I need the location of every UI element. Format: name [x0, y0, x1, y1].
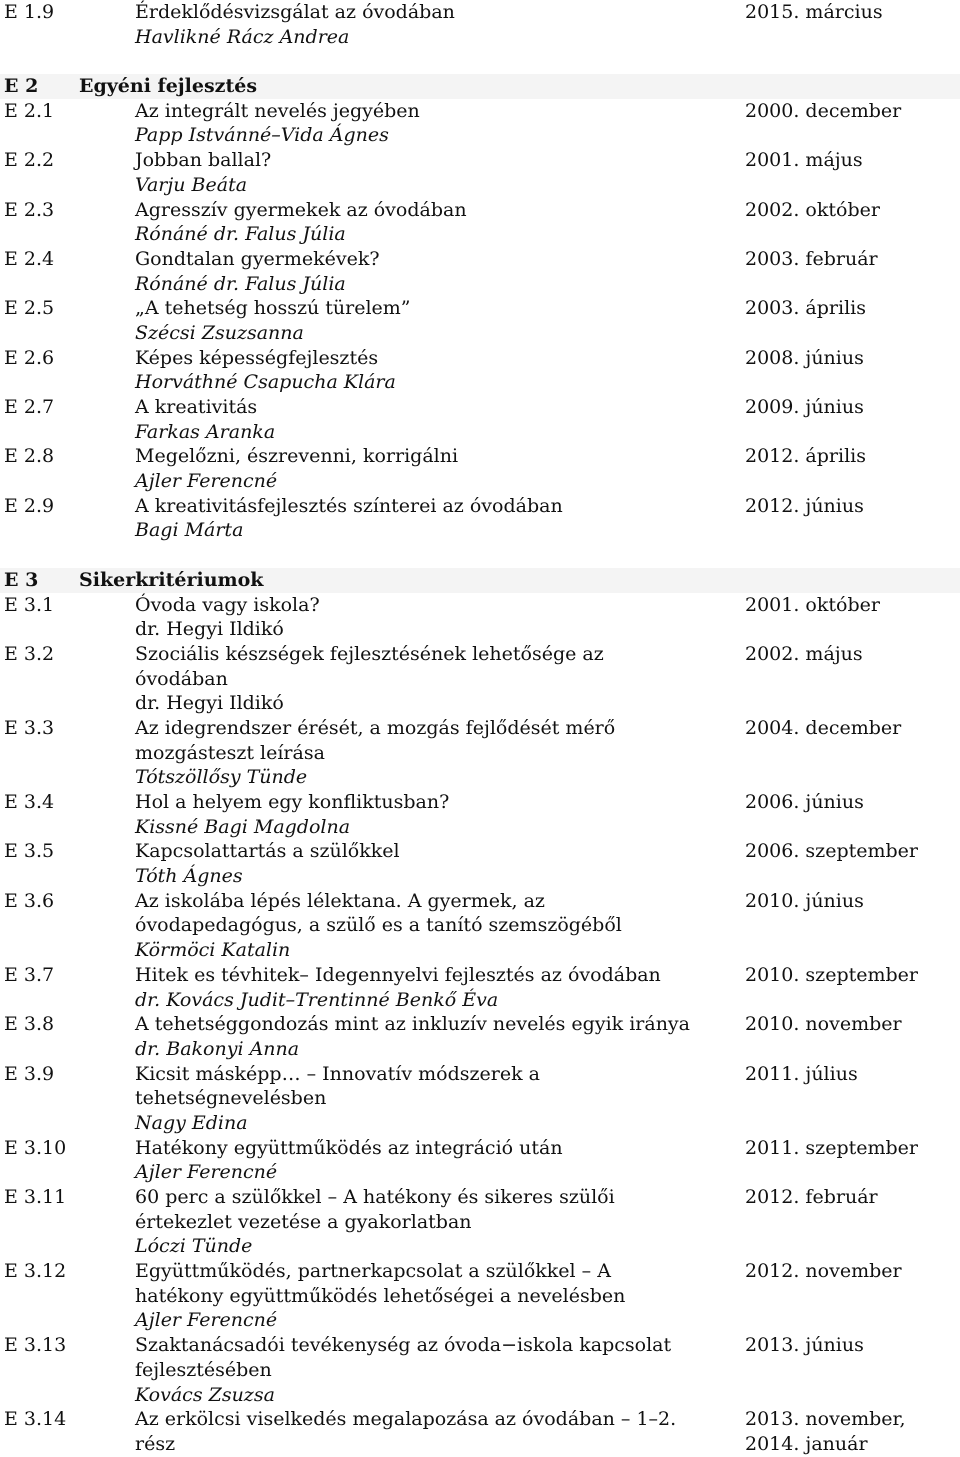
entry-line — [0, 988, 960, 1013]
entry-author: Bagi Márta — [135, 519, 244, 542]
entry-code: E 2.5 — [4, 297, 55, 320]
entry-date: 2006. június — [745, 791, 864, 813]
section-heading — [0, 74, 960, 99]
entry-line — [0, 642, 960, 667]
entry-author: Körmöci Katalin — [135, 939, 291, 962]
entry-title: Szaktanácsadói tevékenység az óvoda−iskola kapcsolat — [135, 1334, 672, 1357]
entry-title: értekezlet vezetése a gyakorlatban — [135, 1210, 472, 1233]
entry-date: 2002. október — [745, 198, 880, 221]
entry-date: 2011. július — [745, 1062, 858, 1085]
entry-line — [0, 444, 960, 469]
entry-code: E 2.2 — [4, 149, 55, 172]
list-item — [0, 593, 960, 642]
entry-title: Hol a helyem egy konfliktusban? — [135, 791, 450, 813]
section-code: E 2 — [4, 75, 39, 98]
list-item — [0, 1407, 960, 1456]
entry-code: E 3.7 — [4, 963, 55, 986]
entry-line — [0, 1086, 960, 1111]
entry-line — [0, 1185, 960, 1210]
entry-line — [0, 864, 960, 889]
entry-date: 2010. szeptember — [745, 963, 918, 986]
entry-line — [0, 617, 960, 642]
entry-date: 2014. január — [745, 1432, 868, 1455]
spacer — [0, 543, 960, 568]
entry-title: Az idegrendszer érését, a mozgás fejlődését mérő — [135, 716, 616, 739]
entry-author: Ajler Ferencné — [135, 470, 278, 493]
list-item — [0, 642, 960, 716]
entry-title: Képes képességfejlesztés — [135, 346, 379, 369]
entry-line — [0, 790, 960, 815]
list-item — [0, 296, 960, 345]
entry-date: 2006. szeptember — [745, 840, 918, 863]
entry-line — [0, 346, 960, 371]
entry-title: óvodapedagógus, a szülő es a tanító szemszögéből — [135, 914, 622, 937]
entry-code: E 3.13 — [4, 1334, 67, 1357]
list-item — [0, 247, 960, 296]
entry-title: mozgásteszt leírása — [135, 741, 325, 764]
entry-code: E 3.11 — [4, 1186, 67, 1208]
list-item — [0, 1012, 960, 1061]
entry-code: E 3.1 — [4, 593, 55, 616]
entry-line — [0, 1432, 960, 1457]
list-item — [0, 716, 960, 790]
entry-author: Tóth Ágnes — [135, 865, 243, 888]
entry-code: E 2.7 — [4, 396, 55, 418]
entry-date: 2009. június — [745, 396, 864, 418]
entry-date: 2010. június — [745, 889, 864, 912]
entry-date: 2012. április — [745, 445, 866, 468]
entry-title: Gondtalan gyermekévek? — [135, 247, 380, 270]
section-heading — [0, 568, 960, 593]
list-item — [0, 444, 960, 493]
entry-code: E 3.10 — [4, 1136, 67, 1159]
entry-line — [0, 99, 960, 124]
entry-author: dr. Hegyi Ildikó — [135, 692, 284, 715]
list-item — [0, 790, 960, 839]
entry-line — [0, 395, 960, 420]
entry-line — [0, 593, 960, 618]
entry-code: E 2.6 — [4, 346, 55, 369]
entry-title: fejlesztésében — [135, 1358, 272, 1381]
entry-author: Havlikné Rácz Andrea — [135, 25, 350, 48]
entry-line — [0, 198, 960, 223]
entry-title: tehetségnevelésben — [135, 1087, 327, 1110]
entry-code: E 3.2 — [4, 642, 55, 665]
entry-line — [0, 667, 960, 692]
entry-title: Kicsit másképp… – Innovatív módszerek a — [135, 1062, 540, 1085]
entry-code: E 2.3 — [4, 198, 55, 221]
entry-code: E 3.14 — [4, 1408, 67, 1431]
entry-title: A tehetséggondozás mint az inkluzív nevelés egyik iránya — [135, 1013, 690, 1036]
list-item — [0, 1136, 960, 1185]
list-item — [0, 889, 960, 963]
entry-line — [0, 963, 960, 988]
entry-author: Varju Beáta — [135, 173, 248, 196]
entry-line — [0, 494, 960, 519]
entry-title: Agresszív gyermekek az óvodában — [135, 198, 467, 221]
entry-line — [0, 765, 960, 790]
entry-author: Farkas Aranka — [135, 420, 276, 443]
entry-line — [0, 1358, 960, 1383]
entry-title: hatékony együttműködés lehetőségei a nevelésben — [135, 1284, 626, 1307]
entry-code: E 2.9 — [4, 494, 55, 517]
entry-date: 2003. április — [745, 297, 866, 320]
entry-date: 2012. június — [745, 494, 864, 517]
entry-line — [0, 296, 960, 321]
entry-line — [0, 123, 960, 148]
entry-line — [0, 1160, 960, 1185]
entry-author: Nagy Edina — [135, 1111, 248, 1134]
entry-line — [0, 247, 960, 272]
entry-line — [0, 889, 960, 914]
entry-line — [0, 469, 960, 494]
list-item — [0, 198, 960, 247]
entry-title: Az iskolába lépés lélektana. A gyermek, az — [135, 889, 545, 912]
entry-title: Hatékony együttműködés az integráció után — [135, 1136, 563, 1159]
entry-code: E 3.9 — [4, 1062, 55, 1085]
entry-author: Ajler Ferencné — [135, 1309, 278, 1332]
section-title: Sikerkritériumok — [79, 568, 264, 591]
list-item — [0, 395, 960, 444]
entry-author: dr. Hegyi Ildikó — [135, 618, 284, 641]
entry-line — [0, 1012, 960, 1037]
list-item — [0, 1259, 960, 1333]
entry-author: Lóczi Tünde — [135, 1235, 253, 1258]
entry-line — [0, 1407, 960, 1432]
entry-title: Megelőzni, észrevenni, korrigálni — [135, 445, 459, 468]
entry-line — [0, 913, 960, 938]
list-item — [0, 1062, 960, 1136]
entry-line — [0, 148, 960, 173]
entry-line — [0, 420, 960, 445]
list-item — [0, 494, 960, 543]
entry-code: E 1.9 — [4, 1, 55, 23]
entry-line — [0, 1210, 960, 1235]
entry-date: 2013. november, — [745, 1408, 906, 1431]
list-item — [0, 99, 960, 148]
entry-title: Az erkölcsi viselkedés megalapozása az óvodában – 1–2. — [135, 1408, 677, 1431]
entry-line — [0, 518, 960, 543]
entry-title: A kreativitásfejlesztés színterei az óvodában — [135, 494, 563, 517]
entry-line — [0, 173, 960, 198]
entry-line — [0, 1037, 960, 1062]
entry-title: A kreativitás — [135, 396, 258, 418]
entry-line — [0, 1333, 960, 1358]
entry-date: 2001. május — [745, 149, 863, 172]
spacer — [0, 49, 960, 74]
entry-code: E 3.3 — [4, 716, 55, 739]
entry-author: dr. Kovács Judit–Trentinné Benkő Éva — [135, 988, 499, 1011]
entry-title: Érdeklődésvizsgálat az óvodában — [135, 1, 455, 23]
entry-date: 2011. szeptember — [745, 1136, 918, 1159]
entry-code: E 3.12 — [4, 1260, 67, 1283]
entry-author: Horváthné Csapucha Klára — [135, 371, 396, 394]
entry-date: 2010. november — [745, 1013, 902, 1036]
entry-line — [0, 1308, 960, 1333]
list-item — [0, 0, 960, 49]
entry-title: „A tehetség hosszú türelem” — [135, 297, 411, 320]
entry-date: 2000. december — [745, 99, 902, 122]
entry-date: 2001. október — [745, 593, 880, 616]
entry-line — [0, 1234, 960, 1259]
entry-title: rész — [135, 1432, 176, 1455]
entry-line — [0, 1284, 960, 1309]
entry-code: E 2.4 — [4, 247, 55, 270]
entry-author: Szécsi Zsuzsanna — [135, 321, 304, 344]
entry-author: Kovács Zsuzsa — [135, 1383, 275, 1406]
list-item — [0, 963, 960, 1012]
entry-date: 2013. június — [745, 1334, 864, 1357]
entry-title: Együttműködés, partnerkapcsolat a szülőkkel – A — [135, 1260, 611, 1283]
entry-title: Szociális készségek fejlesztésének lehetősége az — [135, 642, 604, 665]
entry-author: Tótszöllősy Tünde — [135, 766, 308, 789]
entry-date: 2002. május — [745, 642, 863, 665]
entry-date: 2008. június — [745, 346, 864, 369]
entry-code: E 3.4 — [4, 791, 55, 813]
entry-line — [0, 1259, 960, 1284]
entry-title: óvodában — [135, 667, 228, 690]
entry-line — [0, 1111, 960, 1136]
entry-code: E 2.1 — [4, 99, 55, 122]
entry-code: E 3.5 — [4, 840, 55, 863]
list-item — [0, 1185, 960, 1259]
entry-line — [0, 815, 960, 840]
entry-line — [0, 1136, 960, 1161]
entry-line — [0, 1062, 960, 1087]
entry-author: Papp Istvánné–Vida Ágnes — [135, 124, 389, 147]
entry-line — [0, 839, 960, 864]
entry-author: Rónáné dr. Falus Júlia — [135, 223, 346, 246]
entry-title: Kapcsolattartás a szülőkkel — [135, 840, 400, 863]
entry-date: 2004. december — [745, 716, 902, 739]
entry-title: Az integrált nevelés jegyében — [135, 99, 420, 122]
entry-title: 60 perc a szülőkkel – A hatékony és sikeres szülői — [135, 1186, 615, 1208]
entry-date: 2003. február — [745, 247, 878, 270]
entry-author: dr. Bakonyi Anna — [135, 1037, 300, 1060]
section-code: E 3 — [4, 568, 39, 591]
entry-title: Óvoda vagy iskola? — [135, 593, 320, 616]
entry-line — [0, 938, 960, 963]
entry-line — [0, 370, 960, 395]
entry-line — [0, 222, 960, 247]
entry-code: E 3.6 — [4, 889, 55, 912]
entry-author: Kissné Bagi Magdolna — [135, 815, 351, 838]
entry-line — [0, 321, 960, 346]
list-item — [0, 1333, 960, 1407]
entry-line — [0, 1383, 960, 1408]
entry-code: E 2.8 — [4, 445, 55, 468]
entry-line — [0, 25, 960, 50]
entry-date: 2012. november — [745, 1260, 902, 1283]
list-item — [0, 839, 960, 888]
entry-line — [0, 691, 960, 716]
entry-line — [0, 716, 960, 741]
list-item — [0, 346, 960, 395]
section-title: Egyéni fejlesztés — [79, 75, 258, 98]
entry-date: 2012. február — [745, 1186, 878, 1208]
entry-line — [0, 741, 960, 766]
entry-line — [0, 272, 960, 297]
entry-author: Rónáné dr. Falus Júlia — [135, 272, 346, 295]
entry-title: Hitek es tévhitek– Idegennyelvi fejlesztés az óvodában — [135, 963, 661, 986]
list-item — [0, 148, 960, 197]
entry-title: Jobban ballal? — [135, 149, 272, 172]
entry-code: E 3.8 — [4, 1013, 55, 1036]
entry-author: Ajler Ferencné — [135, 1161, 278, 1184]
entry-line — [0, 0, 960, 25]
entry-date: 2015. március — [745, 1, 883, 23]
